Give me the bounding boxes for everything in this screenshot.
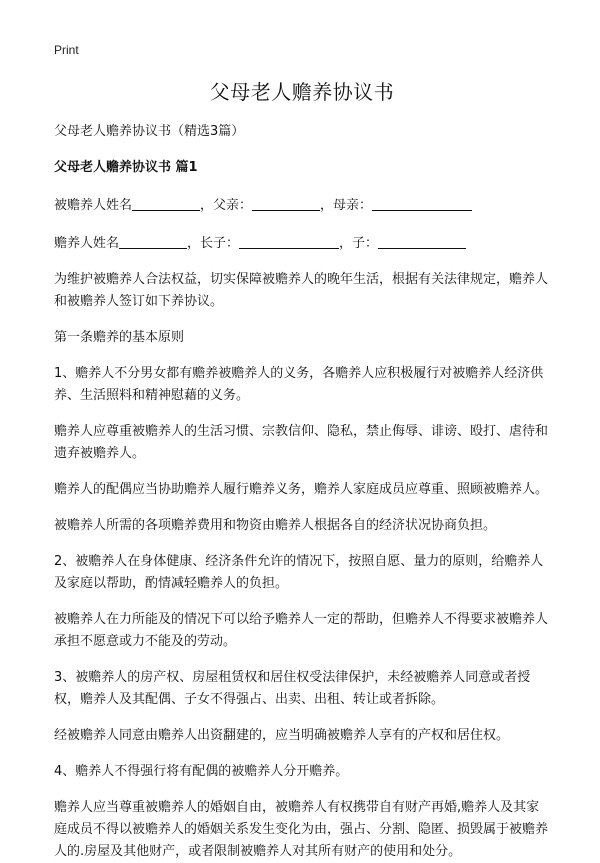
article-heading: 第一条赡养的基本原则 [54,330,185,345]
paragraph: 经被赡养人同意由赡养人出资翻建的，应当明确被赡养人享有的产权和居住权。 [54,728,510,743]
paragraph: 1、赡养人不分男女都有赡养被赡养人的义务，各赡养人应积极履行对被赡养人经济供养、生活照料和精神慰藉的义务。 [54,366,544,403]
label-father: ，父亲： [200,198,253,213]
blank-father[interactable] [252,194,320,211]
label-supporter-name: 赡养人姓名 [54,236,120,251]
document-subtitle: 父母老人赡养协议书（精选3篇） [54,124,245,139]
blank-supporter-name[interactable] [119,232,187,249]
paragraph: 4、赡养人不得强行将有配偶的被赡养人分开赡养。 [54,764,349,779]
paragraph: 赡养人应尊重被赡养人的生活习惯、宗教信仰、隐私，禁止侮辱、诽谤、殴打、虐待和遗弃被赡养人。 [54,424,549,461]
blank-eldest-son[interactable] [239,232,339,249]
form-line-supporters [54,231,550,257]
blank-son[interactable] [378,232,466,249]
section-heading: 父母老人赡养协议书 篇1 [54,160,198,175]
paragraph: 3、被赡养人的房产权、房屋租赁权和居住权受法律保护，未经被赡养人同意或者授权，赡养人及其配偶、子女不得强占、出卖、出租、转让或者拆除。 [54,670,531,707]
blank-mother[interactable] [372,194,472,211]
label-son: ，子： [339,236,379,251]
paragraph: 赡养人应当尊重被赡养人的婚姻自由，被赡养人有权携带自有财产再婚,赡养人及其家庭成员不得以被赡养人的婚姻关系发生变化为由，强占、分割、隐匿、损毁属于被赡养人的.房屋及其他财产，或者限制被赡养人对其所有财产的使用和处分。 [54,800,549,859]
label-dependent-name: 被赡养人姓名 [54,198,133,213]
paragraph: 被赡养人所需的各项赡养费用和物资由赡养人根据各自的经济状况协商负担。 [54,518,497,533]
form-line-dependents [54,193,550,219]
label-eldest-son: ，长子： [187,236,240,251]
paragraph-intro: 为维护被赡养人合法权益，切实保障被赡养人的晚年生活，根据有关法律规定，赡养人和被赡养人签订如下养协议。 [54,272,549,309]
blank-dependent-name[interactable] [132,194,200,211]
paragraph: 赡养人的配偶应当协助赡养人履行赡养义务，赡养人家庭成员应尊重、照顾被赡养人。 [54,482,549,497]
paragraph: 2、被赡养人在身体健康、经济条件允许的情况下，按照自愿、量力的原则，给赡养人及家庭以帮助，酌情减轻赡养人的负担。 [54,554,544,591]
document-title: 父母老人赡养协议书 [209,80,395,104]
paragraph: 被赡养人在力所能及的情况下可以给予赡养人一定的帮助，但赡养人不得要求被赡养人承担不愿意或力不能及的劳动。 [54,612,549,649]
label-mother: ，母亲： [320,198,373,213]
print-label[interactable]: Print [54,43,79,57]
